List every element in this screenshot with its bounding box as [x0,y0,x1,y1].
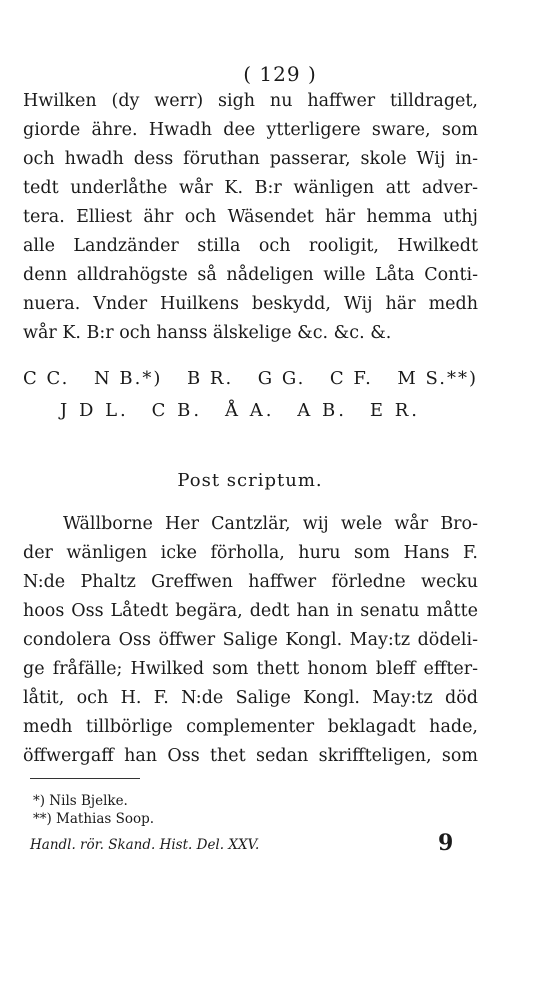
footnote-divider [30,778,140,779]
text-line: medh tillbörlige complementer beklagadt hade, [23,717,478,737]
letter-closing-text [23,87,478,348]
running-footer-title: Handl. rör. Skand. Hist. Del. XXV. [30,837,260,853]
signature-initials: A B. [297,400,347,421]
signature-initials: Å A. [224,400,275,421]
text-line: giorde ähre. Hwadh dee ytterligere sware, som [23,120,478,140]
postscript-heading: Post scriptum. [177,470,323,491]
text-line: Hwilken (dy werr) sigh nu haffwer tilldraget, [23,91,478,111]
text-line: nuera. Vnder Huilkens beskydd, Wij här medh [23,294,478,314]
postscript-text [23,510,478,771]
sheet-signature-number: 9 [438,830,454,856]
text-line: öffwergaff han Oss thet sedan skriffteligen, som [23,746,478,766]
text-line: hoos Oss Låtedt begära, dedt han in senatu måtte [23,601,478,621]
page-number: ( 129 ) [243,62,317,86]
signature-initials: J D L. [60,400,129,421]
text-line: och hwadh dess föruthan passerar, skole Wij in- [23,149,478,169]
text-line: tedt underlåthe wår K. B:r wänligen att adver- [23,178,478,198]
text-line: låtit, och H. F. N:de Salige Kongl. May:tz död [23,688,478,708]
text-line: denn alldrahögste så nådeligen wille Låta Conti- [23,265,478,285]
signature-initials: M S.**) [397,368,478,389]
signature-initials: C F. [329,368,373,389]
text-line: Wällborne Her Cantzlär, wij wele wår Bro- [63,514,478,534]
signatures-row-1 [23,368,478,389]
signature-initials: B R. [186,368,234,389]
text-line: tera. Elliest ähr och Wäsendet här hemma uthj [23,207,478,227]
footnotes [33,792,154,828]
footnote: *) Nils Bjelke. [33,793,128,809]
signature-initials: C B. [151,400,203,421]
signature-initials: E R. [369,400,420,421]
signature-initials: C C. [23,368,70,389]
footnote: **) Mathias Soop. [33,811,155,827]
signatures-row-2 [60,400,420,421]
text-line: condolera Oss öffwer Salige Kongl. May:tz dödeli- [23,630,478,650]
text-line: wår K. B:r och hanss älskelige &c. &c. &. [23,323,392,343]
text-line: ge fråfälle; Hwilked som thett honom bleff effter- [23,659,478,679]
text-line: N:de Phaltz Greffwen haffwer förledne wecku [23,572,478,592]
text-line: alle Landzänder stilla och rooligit, Hwilkedt [23,236,478,256]
signature-initials: G G. [257,368,306,389]
signature-initials: N B.*) [93,368,163,389]
text-line: der wänligen icke förholla, huru som Hans F. [23,543,478,563]
